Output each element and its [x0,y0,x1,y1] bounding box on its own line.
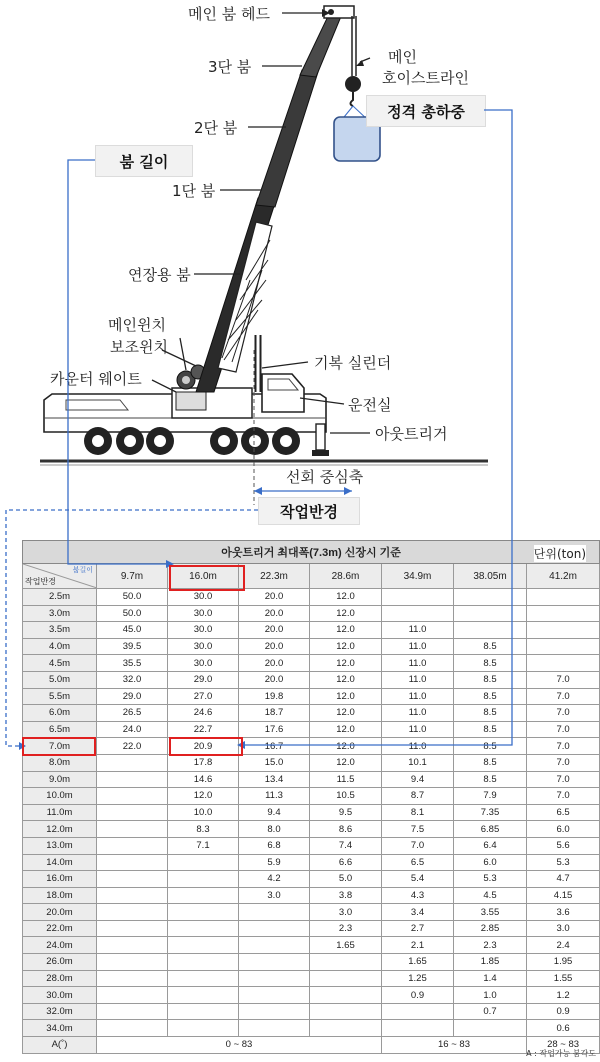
table-cell: 10.1 [382,754,454,771]
label-counter-weight: 카운터 웨이트 [50,370,142,388]
table-cell: 8.5 [454,738,527,755]
table-cell: 11.0 [382,671,454,688]
row-header: 14.0m [23,854,97,871]
table-cell: 4.7 [527,871,600,888]
table-cell: 30.0 [168,589,239,606]
highlight-7m-row [22,737,96,756]
label-main-boom-head: 메인 붐 헤드 [188,5,270,23]
table-cell: 7.9 [454,788,527,805]
row-header: 2.5m [23,589,97,606]
table-cell: 8.5 [454,655,527,672]
table-cell: 13.4 [239,771,310,788]
table-cell: 11.3 [239,788,310,805]
table-caption-text: 아웃트리거 최대폭(7.3m) 신장시 기준 [221,547,401,559]
table-cell: 8.5 [454,638,527,655]
table-cell [527,605,600,622]
table-cell [382,1003,454,1020]
table-cell: 6.6 [310,854,382,871]
table-cell [239,987,310,1004]
table-cell [168,920,239,937]
table-cell [239,904,310,921]
callout-rated-load: 정격 총하중 [366,95,486,127]
table-cell: 12.0 [310,671,382,688]
table-cell: 30.0 [168,655,239,672]
table-cell: 4.3 [382,887,454,904]
table-cell [168,954,239,971]
table-cell: 24.0 [97,721,168,738]
table-cell: 12.0 [310,705,382,722]
table-cell: 20.0 [239,622,310,639]
table-cell [239,920,310,937]
table-cell: 8.1 [382,804,454,821]
row-header: 32.0m [23,1003,97,1020]
column-header: 34.9m [382,564,454,589]
table-cell: 2.4 [527,937,600,954]
row-header: 8.0m [23,754,97,771]
table-cell: 1.55 [527,970,600,987]
table-cell: 0.9 [382,987,454,1004]
table-cell: 35.5 [97,655,168,672]
table-cell: 11.0 [382,688,454,705]
callout-working-radius: 작업반경 [258,497,360,525]
table-cell [97,871,168,888]
table-cell: 32.0 [97,671,168,688]
table-cell: 7.0 [527,688,600,705]
table-cell: 12.0 [310,638,382,655]
table-cell: 26.5 [97,705,168,722]
table-cell: 12.0 [310,589,382,606]
table-cell: 30.0 [168,638,239,655]
table-cell: 7.0 [527,671,600,688]
table-cell [454,622,527,639]
table-cell: 7.5 [382,821,454,838]
table-cell [382,605,454,622]
table-cell: 8.5 [454,721,527,738]
table-cell: 2.7 [382,920,454,937]
table-row [23,754,600,771]
table-cell: 2.1 [382,937,454,954]
row-header: 30.0m [23,987,97,1004]
label-cab: 운전실 [348,396,392,414]
table-cell: 24.6 [168,705,239,722]
table-cell [97,788,168,805]
table-cell: 6.8 [239,837,310,854]
table-cell: 8.5 [454,771,527,788]
table-cell: 1.2 [527,987,600,1004]
table-cell: 17.6 [239,721,310,738]
table-cell [239,1003,310,1020]
column-header: 16.0m [168,564,239,589]
table-cell [382,589,454,606]
radius-arrow-right [344,487,352,495]
table-cell: 30.0 [168,622,239,639]
angle-row-label: A(˚) [23,1037,97,1054]
table-cell [97,837,168,854]
table-row [23,804,600,821]
table-row [23,622,600,639]
table-cell: 1.0 [454,987,527,1004]
table-cell: 17.8 [168,754,239,771]
table-cell: 20.0 [239,655,310,672]
table-cell [168,970,239,987]
table-cell: 6.5 [382,854,454,871]
angle-row [23,1037,600,1054]
table-cell [239,954,310,971]
column-header-row [23,564,600,589]
table-row [23,837,600,854]
table-cell [97,987,168,1004]
row-header: 13.0m [23,837,97,854]
table-row [23,738,600,755]
table-cell: 8.5 [454,705,527,722]
table-cell: 50.0 [97,605,168,622]
table-cell [97,954,168,971]
table-cell: 3.0 [239,887,310,904]
table-row [23,771,600,788]
row-header: 5.5m [23,688,97,705]
table-row [23,1003,600,1020]
column-header: 41.2m [527,564,600,589]
angle-range-c: 28 ~ 83 [527,1037,600,1054]
table-cell: 14.6 [168,771,239,788]
table-cell: 3.4 [382,904,454,921]
table-caption [23,541,600,564]
table-cell: 29.0 [168,671,239,688]
table-cell: 9.4 [239,804,310,821]
table-cell: 2.3 [310,920,382,937]
table-cell: 5.3 [527,854,600,871]
table-cell: 29.0 [97,688,168,705]
table-row [23,721,600,738]
table-cell: 15.0 [239,754,310,771]
highlight-16m-column [169,565,245,591]
table-row [23,887,600,904]
table-cell: 30.0 [168,605,239,622]
table-cell: 12.0 [310,754,382,771]
row-header: 9.0m [23,771,97,788]
table-cell [454,1020,527,1037]
row-header: 28.0m [23,970,97,987]
table-cell: 45.0 [97,622,168,639]
table-cell [97,887,168,904]
row-header: 24.0m [23,937,97,954]
table-cell [310,987,382,1004]
sheave [328,9,334,15]
table-cell [97,970,168,987]
table-row [23,854,600,871]
label-luffing-cylinder: 기복 실린더 [314,354,392,372]
table-cell: 8.6 [310,821,382,838]
row-header: 6.0m [23,705,97,722]
table-cell: 1.85 [454,954,527,971]
table-cell: 7.0 [527,754,600,771]
table-row [23,788,600,805]
table-cell [310,970,382,987]
table-row [23,605,600,622]
table-cell [97,1020,168,1037]
table-cell: 0.7 [454,1003,527,1020]
table-cell [97,804,168,821]
table-cell: 2.3 [454,937,527,954]
row-header: 11.0m [23,804,97,821]
radius-arrow-left [254,487,262,495]
corner-cell [23,564,97,589]
table-cell [97,854,168,871]
table-row [23,904,600,921]
label-boom2: 2단 붐 [194,119,238,137]
table-cell [527,589,600,606]
table-cell: 3.6 [527,904,600,921]
table-cell: 9.5 [310,804,382,821]
column-header: 22.3m [239,564,310,589]
table-cell [97,754,168,771]
table-cell: 11.0 [382,655,454,672]
table-cell: 20.9 [168,738,239,755]
highlight-20-9-cell [169,737,243,756]
corner-boom-length: 붐길이 [72,567,93,574]
table-cell [310,954,382,971]
table-cell [527,622,600,639]
table-cell: 11.0 [382,622,454,639]
table-cell: 7.35 [454,804,527,821]
label-boom3: 3단 붐 [208,58,252,76]
table-cell: 12.0 [310,605,382,622]
table-cell: 12.0 [310,655,382,672]
table-row [23,638,600,655]
table-cell: 5.3 [454,871,527,888]
table-row [23,937,600,954]
row-header: 4.0m [23,638,97,655]
table-cell: 7.0 [527,738,600,755]
table-row [23,821,600,838]
table-row [23,987,600,1004]
row-header: 7.0m [23,738,97,755]
unit-label: 단위(ton) [533,547,586,561]
table-cell: 5.9 [239,854,310,871]
table-cell: 6.4 [454,837,527,854]
corner-working-radius: 작업반경 [25,577,56,586]
table-cell: 6.5 [527,804,600,821]
table-cell: 11.0 [382,738,454,755]
table-row [23,589,600,606]
table-cell: 7.0 [527,721,600,738]
label-main-hoist-1: 메인 [388,48,417,66]
table-cell [168,1020,239,1037]
row-header: 16.0m [23,871,97,888]
table-cell: 5.6 [527,837,600,854]
table-cell: 0.9 [527,1003,600,1020]
table-cell [168,1003,239,1020]
table-row [23,1020,600,1037]
table-cell: 27.0 [168,688,239,705]
table-cell: 1.65 [310,937,382,954]
hook-block [345,76,361,92]
row-header: 34.0m [23,1020,97,1037]
table-cell [527,638,600,655]
table-cell: 7.0 [527,788,600,805]
table-cell: 4.15 [527,887,600,904]
table-cell: 5.4 [382,871,454,888]
table-cell: 3.0 [527,920,600,937]
label-main-hoist-2: 호이스트라인 [382,69,469,87]
table-cell [97,821,168,838]
table-cell [168,904,239,921]
table-cell: 5.0 [310,871,382,888]
table-cell: 12.0 [310,688,382,705]
table-cell: 20.0 [239,638,310,655]
table-cell: 8.3 [168,821,239,838]
table-cell [97,904,168,921]
table-cell: 9.4 [382,771,454,788]
table-cell: 18.7 [239,705,310,722]
column-header: 28.6m [310,564,382,589]
load-chart-table-wrap [22,540,599,1054]
table-cell: 8.7 [382,788,454,805]
table-footnote: A : 작업가능 붐각도 [526,1049,596,1058]
table-row [23,871,600,888]
column-header: 9.7m [97,564,168,589]
table-cell [310,1003,382,1020]
table-cell: 22.0 [97,738,168,755]
table-cell: 11.0 [382,721,454,738]
table-cell: 8.5 [454,754,527,771]
table-cell: 20.0 [239,589,310,606]
table-cell [168,987,239,1004]
table-row [23,920,600,937]
table-cell: 8.5 [454,688,527,705]
row-header: 3.5m [23,622,97,639]
crane-diagram [0,0,600,530]
table-cell: 20.0 [239,605,310,622]
table-cell [239,970,310,987]
table-cell: 12.0 [310,622,382,639]
row-header: 3.0m [23,605,97,622]
table-cell: 11.0 [382,705,454,722]
label-outrigger: 아웃트리거 [375,425,448,443]
table-cell: 7.4 [310,837,382,854]
table-cell [168,871,239,888]
table-cell: 2.85 [454,920,527,937]
table-cell [382,1020,454,1037]
table-cell: 16.7 [239,738,310,755]
table-cell [239,1020,310,1037]
table-cell [168,887,239,904]
table-cell: 12.0 [310,721,382,738]
table-cell [97,937,168,954]
table-cell: 3.55 [454,904,527,921]
table-cell [97,771,168,788]
label-swing-center: 선회 중심축 [286,468,364,486]
row-header: 18.0m [23,887,97,904]
table-cell: 4.5 [454,887,527,904]
table-cell: 10.5 [310,788,382,805]
table-cell: 7.0 [527,705,600,722]
table-cell: 3.8 [310,887,382,904]
table-cell [97,1003,168,1020]
hook [351,92,354,106]
table-cell: 11.0 [382,638,454,655]
main-winch-hub [182,376,190,384]
row-header: 6.5m [23,721,97,738]
table-row [23,655,600,672]
label-boom1: 1단 붐 [172,182,216,200]
row-header: 4.5m [23,655,97,672]
row-header: 10.0m [23,788,97,805]
table-cell: 6.0 [454,854,527,871]
table-cell: 22.7 [168,721,239,738]
table-cell [454,589,527,606]
table-cell: 12.0 [310,738,382,755]
load-chart-table [22,540,600,1054]
table-cell: 7.0 [527,771,600,788]
table-cell [310,1020,382,1037]
table-cell: 4.2 [239,871,310,888]
table-row [23,705,600,722]
row-header: 12.0m [23,821,97,838]
table-cell: 8.5 [454,671,527,688]
table-cell: 1.65 [382,954,454,971]
table-row [23,671,600,688]
table-cell [454,605,527,622]
label-extension-boom: 연장용 붐 [128,266,191,284]
table-cell: 10.0 [168,804,239,821]
angle-range-b: 16 ~ 83 [382,1037,527,1054]
row-header: 26.0m [23,954,97,971]
table-cell: 8.0 [239,821,310,838]
table-cell [168,854,239,871]
table-cell: 6.0 [527,821,600,838]
column-header: 38.05m [454,564,527,589]
table-cell: 20.0 [239,671,310,688]
row-header: 5.0m [23,671,97,688]
table-cell: 19.8 [239,688,310,705]
table-cell [97,920,168,937]
table-cell: 12.0 [168,788,239,805]
table-cell [527,655,600,672]
row-header: 20.0m [23,904,97,921]
table-cell: 1.25 [382,970,454,987]
angle-range-a: 0 ~ 83 [97,1037,382,1054]
table-cell: 50.0 [97,589,168,606]
table-row [23,688,600,705]
label-aux-winch: 보조윈치 [110,338,168,356]
table-cell: 7.0 [382,837,454,854]
row-header: 22.0m [23,920,97,937]
table-cell: 0.6 [527,1020,600,1037]
table-row [23,954,600,971]
table-cell [168,937,239,954]
table-cell [239,937,310,954]
label-main-winch: 메인윈치 [108,316,166,334]
table-cell: 39.5 [97,638,168,655]
table-cell: 7.1 [168,837,239,854]
table-cell: 1.95 [527,954,600,971]
table-row [23,970,600,987]
table-cell: 1.4 [454,970,527,987]
table-cell: 6.85 [454,821,527,838]
table-cell: 11.5 [310,771,382,788]
table-cell: 3.0 [310,904,382,921]
callout-boom-length: 붐 길이 [95,145,193,177]
